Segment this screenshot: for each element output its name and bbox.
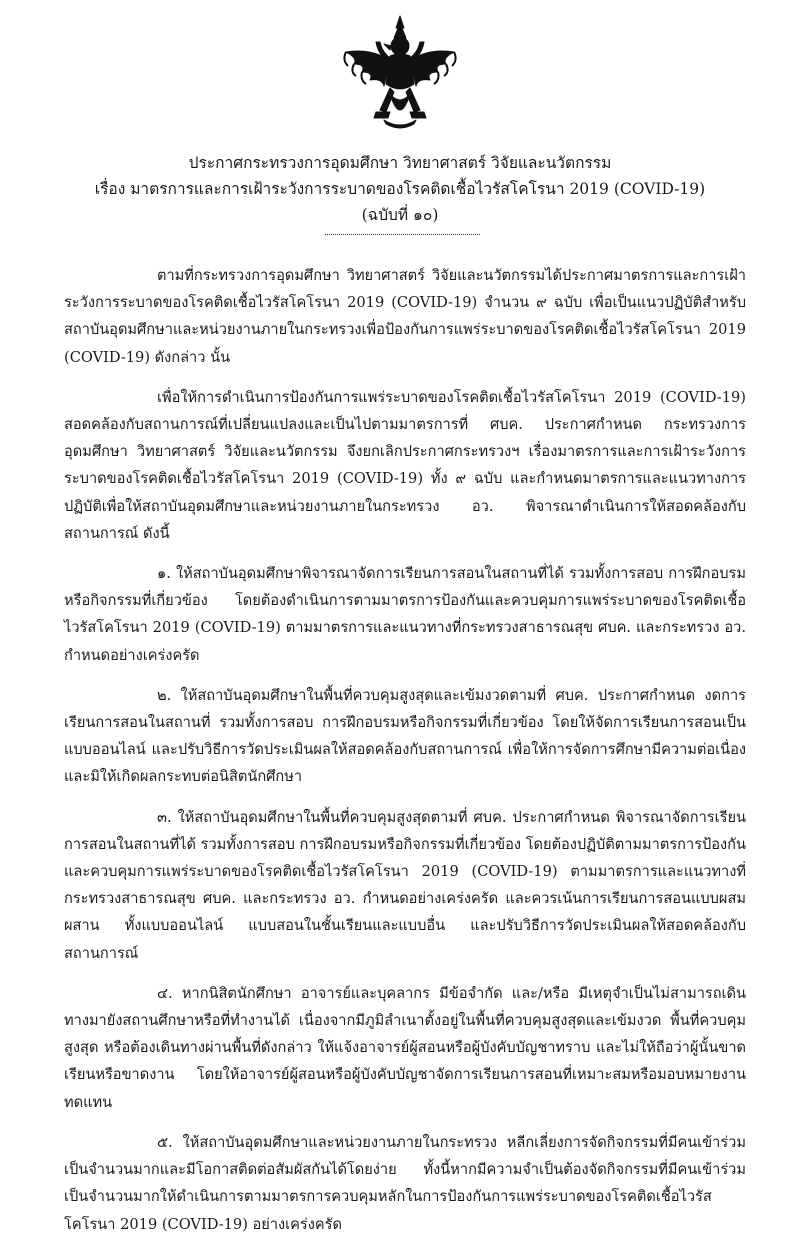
document-issue-number: (ฉบับที่ ๑๐)	[361, 206, 439, 224]
paragraph-purpose: เพื่อให้การดำเนินการป้องกันการแพร่ระบาดของโรคติดเชื้อไวรัสโคโรนา 2019 (COVID-19) สอดคล้องกับสถานการณ์ที่เปลี่ยนแปลงและเป็นไปตามมาตรการที่ ศบค. ประกาศกำหนด กระทรวงการอุดมศึกษา วิทยาศาสตร์ วิจัยและนวัตกรรม จึงยกเลิกประกาศกระทรวงฯ เรื่องมาตรการและการเฝ้าระวังการระบาดของโรคติดเชื้อไวรัสโคโรนา 2019 (COVID-19) ทั้ง ๙ ฉบับ และกำหนดมาตรการและแนวทางการปฏิบัติเพื่อให้สถาบันอุดมศึกษาและหน่วยงานภายในกระทรวง อว. พิจารณาดำเนินการให้สอดคล้องกับสถานการณ์ ดังนี้	[64, 388, 746, 542]
paragraph-preamble: ตามที่กระทรวงการอุดมศึกษา วิทยาศาสตร์ วิจัยและนวัตกรรมได้ประกาศมาตรการและการเฝ้าระวังการระบาดของโรคติดเชื้อไวรัสโคโรนา 2019 (COVID-19) จำนวน ๙ ฉบับ เพื่อเป็นแนวปฏิบัติสำหรับสถาบันอุดมศึกษาและหน่วยงานภายในกระทรวงเพื่อป้องกันการแพร่ระบาดของโรคติดเชื้อไวรัสโคโรนา 2019 (COVID-19) ดังกล่าว นั้น	[64, 267, 746, 366]
document-header	[40, 150, 760, 176]
document-title: ประกาศกระทรวงการอุดมศึกษา วิทยาศาสตร์ วิจัยและนวัตกรรม	[188, 154, 612, 172]
paragraph-item-5: ๕. ให้สถาบันอุดมศึกษาและหน่วยงานภายในกระทรวง หลีกเลี่ยงการจัดกิจกรรมที่มีคนเข้าร่วมเป็นจำนวนมากและมีโอกาสติดต่อสัมผัสกันได้โดยง่าย ทั้งนี้หากมีความจำเป็นต้องจัดกิจกรรมที่มีคนเข้าร่วมเป็นจำนวนมากให้ดำเนินการตามมาตรการควบคุมหลักในการป้องกันการแพร่ระบาดของโรคติดเชื้อไวรัสโคโรนา 2019 (COVID-19) อย่างเคร่งครัด	[64, 1133, 746, 1233]
document-body	[64, 262, 746, 1251]
header-divider	[325, 234, 480, 235]
paragraph-item-3: ๓. ให้สถาบันอุดมศึกษาในพื้นที่ควบคุมสูงสุดตามที่ ศบค. ประกาศกำหนด พิจารณาจัดการเรียนการสอนในสถานที่ได้ รวมทั้งการสอบ การฝึกอบรมหรือกิจกรรมที่เกี่ยวข้อง โดยต้องปฏิบัติตามมาตรการป้องกันและควบคุมการแพร่ระบาดของโรคติดเชื้อไวรัสโคโรนา 2019 (COVID-19) ตามมาตรการและแนวทางที่กระทรวงสาธารณสุข ศบค. และกระทรวง อว. กำหนดอย่างเคร่งครัด และควรเน้นการเรียนการสอนแบบผสมผสาน ทั้งแบบออนไลน์ แบบสอนในชั้นเรียนและแบบอื่น และปรับวิธีการวัดประเมินผลให้สอดคล้องกับสถานการณ์	[64, 808, 746, 962]
document-issue-block	[40, 202, 760, 228]
document-subject-block	[40, 176, 760, 202]
document-subject: เรื่อง มาตรการและการเฝ้าระวังการระบาดของโรคติดเชื้อไวรัสโคโรนา 2019 (COVID-19)	[94, 180, 706, 198]
garuda-emblem-icon	[340, 14, 460, 132]
paragraph-item-2: ๒. ให้สถาบันอุดมศึกษาในพื้นที่ควบคุมสูงสุดและเข้มงวดตามที่ ศบค. ประกาศกำหนด งดการเรียนการสอนในสถานที่ รวมทั้งการสอบ การฝึกอบรมหรือกิจกรรมที่เกี่ยวข้อง โดยให้จัดการเรียนการสอนเป็นแบบออนไลน์ และปรับวิธีการวัดประเมินผลให้สอดคล้องกับสถานการณ์ เพื่อให้การจัดการศึกษามีความต่อเนื่องและมิให้เกิดผลกระทบต่อนิสิตนักศึกษา	[64, 686, 746, 786]
paragraph-item-1: ๑. ให้สถาบันอุดมศึกษาพิจารณาจัดการเรียนการสอนในสถานที่ได้ รวมทั้งการสอบ การฝึกอบรมหรือกิจกรรมที่เกี่ยวข้อง โดยต้องดำเนินการตามมาตรการป้องกันและควบคุมการแพร่ระบาดของโรคติดเชื้อไวรัสโคโรนา 2019 (COVID-19) ตามมาตรการและแนวทางที่กระทรวงสาธารณสุข ศบค. และกระทรวง อว. กำหนดอย่างเคร่งครัด	[64, 565, 746, 664]
paragraph-item-4: ๔. หากนิสิตนักศึกษา อาจารย์และบุคลากร มีข้อจำกัด และ/หรือ มีเหตุจำเป็นไม่สามารถเดินทางมายังสถานศึกษาหรือที่ทำงานได้ เนื่องจากมีภูมิลำเนาตั้งอยู่ในพื้นที่ควบคุมสูงสุดและเข้มงวด พื้นที่ควบคุมสูงสุด หรือต้องเดินทางผ่านพื้นที่ดังกล่าว ให้แจ้งอาจารย์ผู้สอนหรือผู้บังคับบัญชาทราบ และไม่ให้ถือว่าผู้นั้นขาดเรียนหรือขาดงาน โดยให้อาจารย์ผู้สอนหรือผู้บังคับบัญชาจัดการเรียนการสอนที่เหมาะสมหรือมอบหมายงานทดแทน	[64, 984, 746, 1111]
